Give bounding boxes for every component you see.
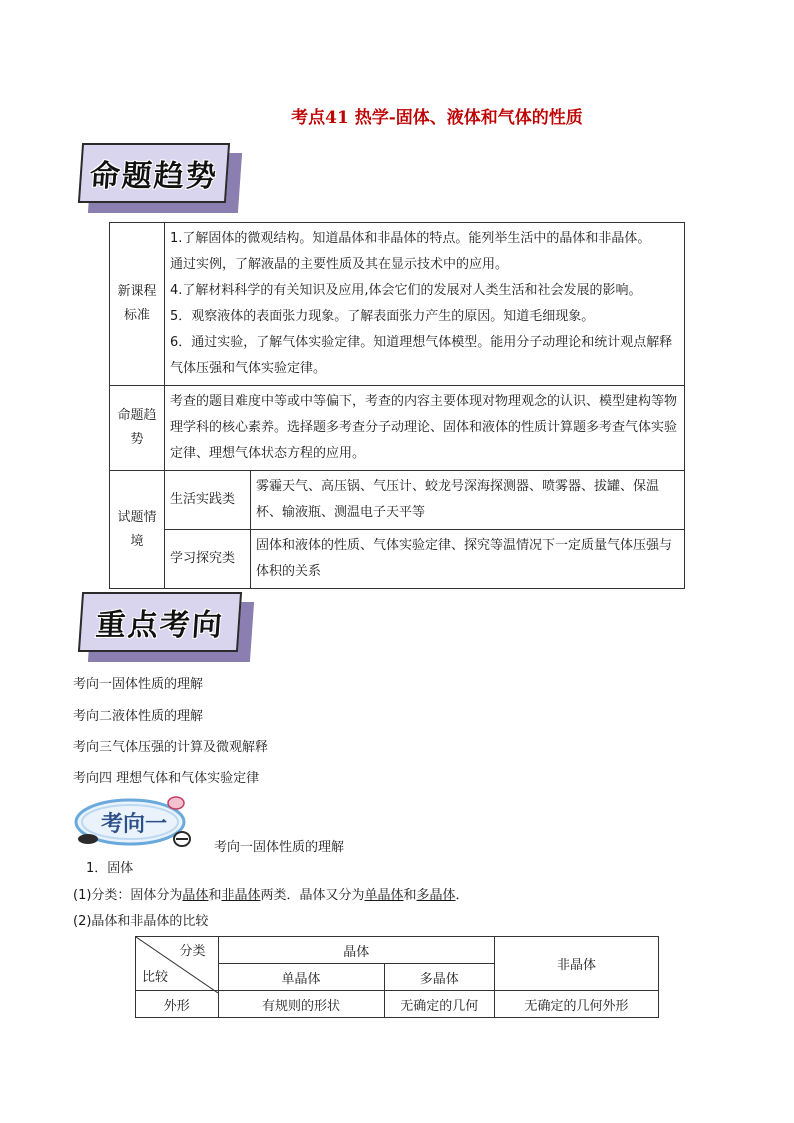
- trend-table: [109, 222, 685, 589]
- comparison-table: [135, 936, 659, 1018]
- row-header: 命题趋势: [110, 386, 165, 471]
- curriculum-line: 通过实例，了解液晶的主要性质及其在显示技术中的应用。: [170, 257, 509, 272]
- table-row: [136, 937, 659, 964]
- polycrystal-term: 多晶体: [416, 888, 456, 903]
- trend-banner: [80, 143, 240, 213]
- table-row: [136, 991, 659, 1018]
- curriculum-line: 1.了解固体的微观结构。知道晶体和非晶体的特点。能列举生活中的晶体和非晶体。: [170, 231, 651, 246]
- trend-banner-label: 命题趋势: [88, 159, 219, 194]
- scenario-label: 学习探究类: [165, 530, 251, 589]
- focus-banner: [80, 592, 252, 662]
- classification-text: [73, 884, 469, 903]
- direction-tag: [72, 795, 202, 849]
- row-header: 试题情境: [110, 471, 165, 589]
- point-heading: 1．固体: [86, 861, 134, 876]
- classification-end: ．: [455, 888, 469, 903]
- direction-item: 考向四 理想气体和气体实验定律: [73, 771, 260, 786]
- crystal-header: 晶体: [218, 937, 494, 964]
- and-word: 和: [208, 888, 222, 903]
- single-crystal-header: 单晶体: [218, 964, 384, 991]
- corner-top-label: 分类: [179, 944, 206, 959]
- direction-item: 考向三气体压强的计算及微观解释: [73, 740, 269, 755]
- crystal-term: 晶体: [182, 888, 209, 903]
- scenario-text: 雾霾天气、高压锅、气压计、蛟龙号深海探测器、喷雾器、拔罐、保温杯、输液瓶、测温电子天平等: [251, 471, 685, 530]
- table-row: [110, 530, 685, 589]
- trend-content: 考查的题目难度中等或中等偏下，考查的内容主要体现对物理观念的认识、模型建构等物理学科的核心素养。选择题多考查分子动理论、固体和液体的性质计算题多考查气体实验定律、理想气体状态方程的应用。: [165, 386, 685, 471]
- classification-mid: 两类．晶体又分为: [260, 888, 365, 903]
- section-heading: 考向一固体性质的理解: [214, 840, 345, 855]
- table-row: [110, 386, 685, 471]
- curriculum-line: 5．观察液体的表面张力现象。了解表面张力产生的原因。知道毛细现象。: [170, 309, 595, 324]
- polycrystal-header: 多晶体: [384, 964, 494, 991]
- curriculum-content: [165, 223, 685, 386]
- single-crystal-term: 单晶体: [364, 888, 404, 903]
- row-header: 新课程标准: [110, 223, 165, 386]
- polycrystal-shape: 无确定的几何: [384, 991, 494, 1018]
- amorphous-header: 非晶体: [494, 937, 658, 991]
- table-row: [110, 471, 685, 530]
- amorphous-shape: 无确定的几何外形: [494, 991, 658, 1018]
- page-title: 考点41 热学-固体、液体和气体的性质: [291, 108, 583, 128]
- focus-banner-label: 重点考向: [94, 608, 225, 643]
- and-word: 和: [403, 888, 417, 903]
- comparison-title: (2)晶体和非晶体的比较: [73, 914, 209, 929]
- curriculum-line: 6．通过实验，了解气体实验定律。知道理想气体模型。能用分子动理论和统计观点解释气体压强和气体实验定律。: [170, 335, 673, 376]
- scenario-text: 固体和液体的性质、气体实验定律、探究等温情况下一定质量气体压强与体积的关系: [251, 530, 685, 589]
- curriculum-line: 4.了解材料科学的有关知识及应用,体会它们的发展对人类生活和社会发展的影响。: [170, 283, 642, 298]
- single-crystal-shape: 有规则的形状: [218, 991, 384, 1018]
- classification-prefix: (1)分类：固体分为: [73, 888, 183, 903]
- corner-bottom-label: 比较: [142, 970, 169, 985]
- direction-item: 考向一固体性质的理解: [73, 677, 204, 692]
- row-label: 外形: [136, 991, 219, 1018]
- table-row: [110, 223, 685, 386]
- tag-label: 考向一: [100, 811, 167, 837]
- corner-cell: [136, 937, 219, 991]
- scenario-label: 生活实践类: [165, 471, 251, 530]
- direction-item: 考向二液体性质的理解: [73, 709, 204, 724]
- amorphous-term: 非晶体: [221, 888, 261, 903]
